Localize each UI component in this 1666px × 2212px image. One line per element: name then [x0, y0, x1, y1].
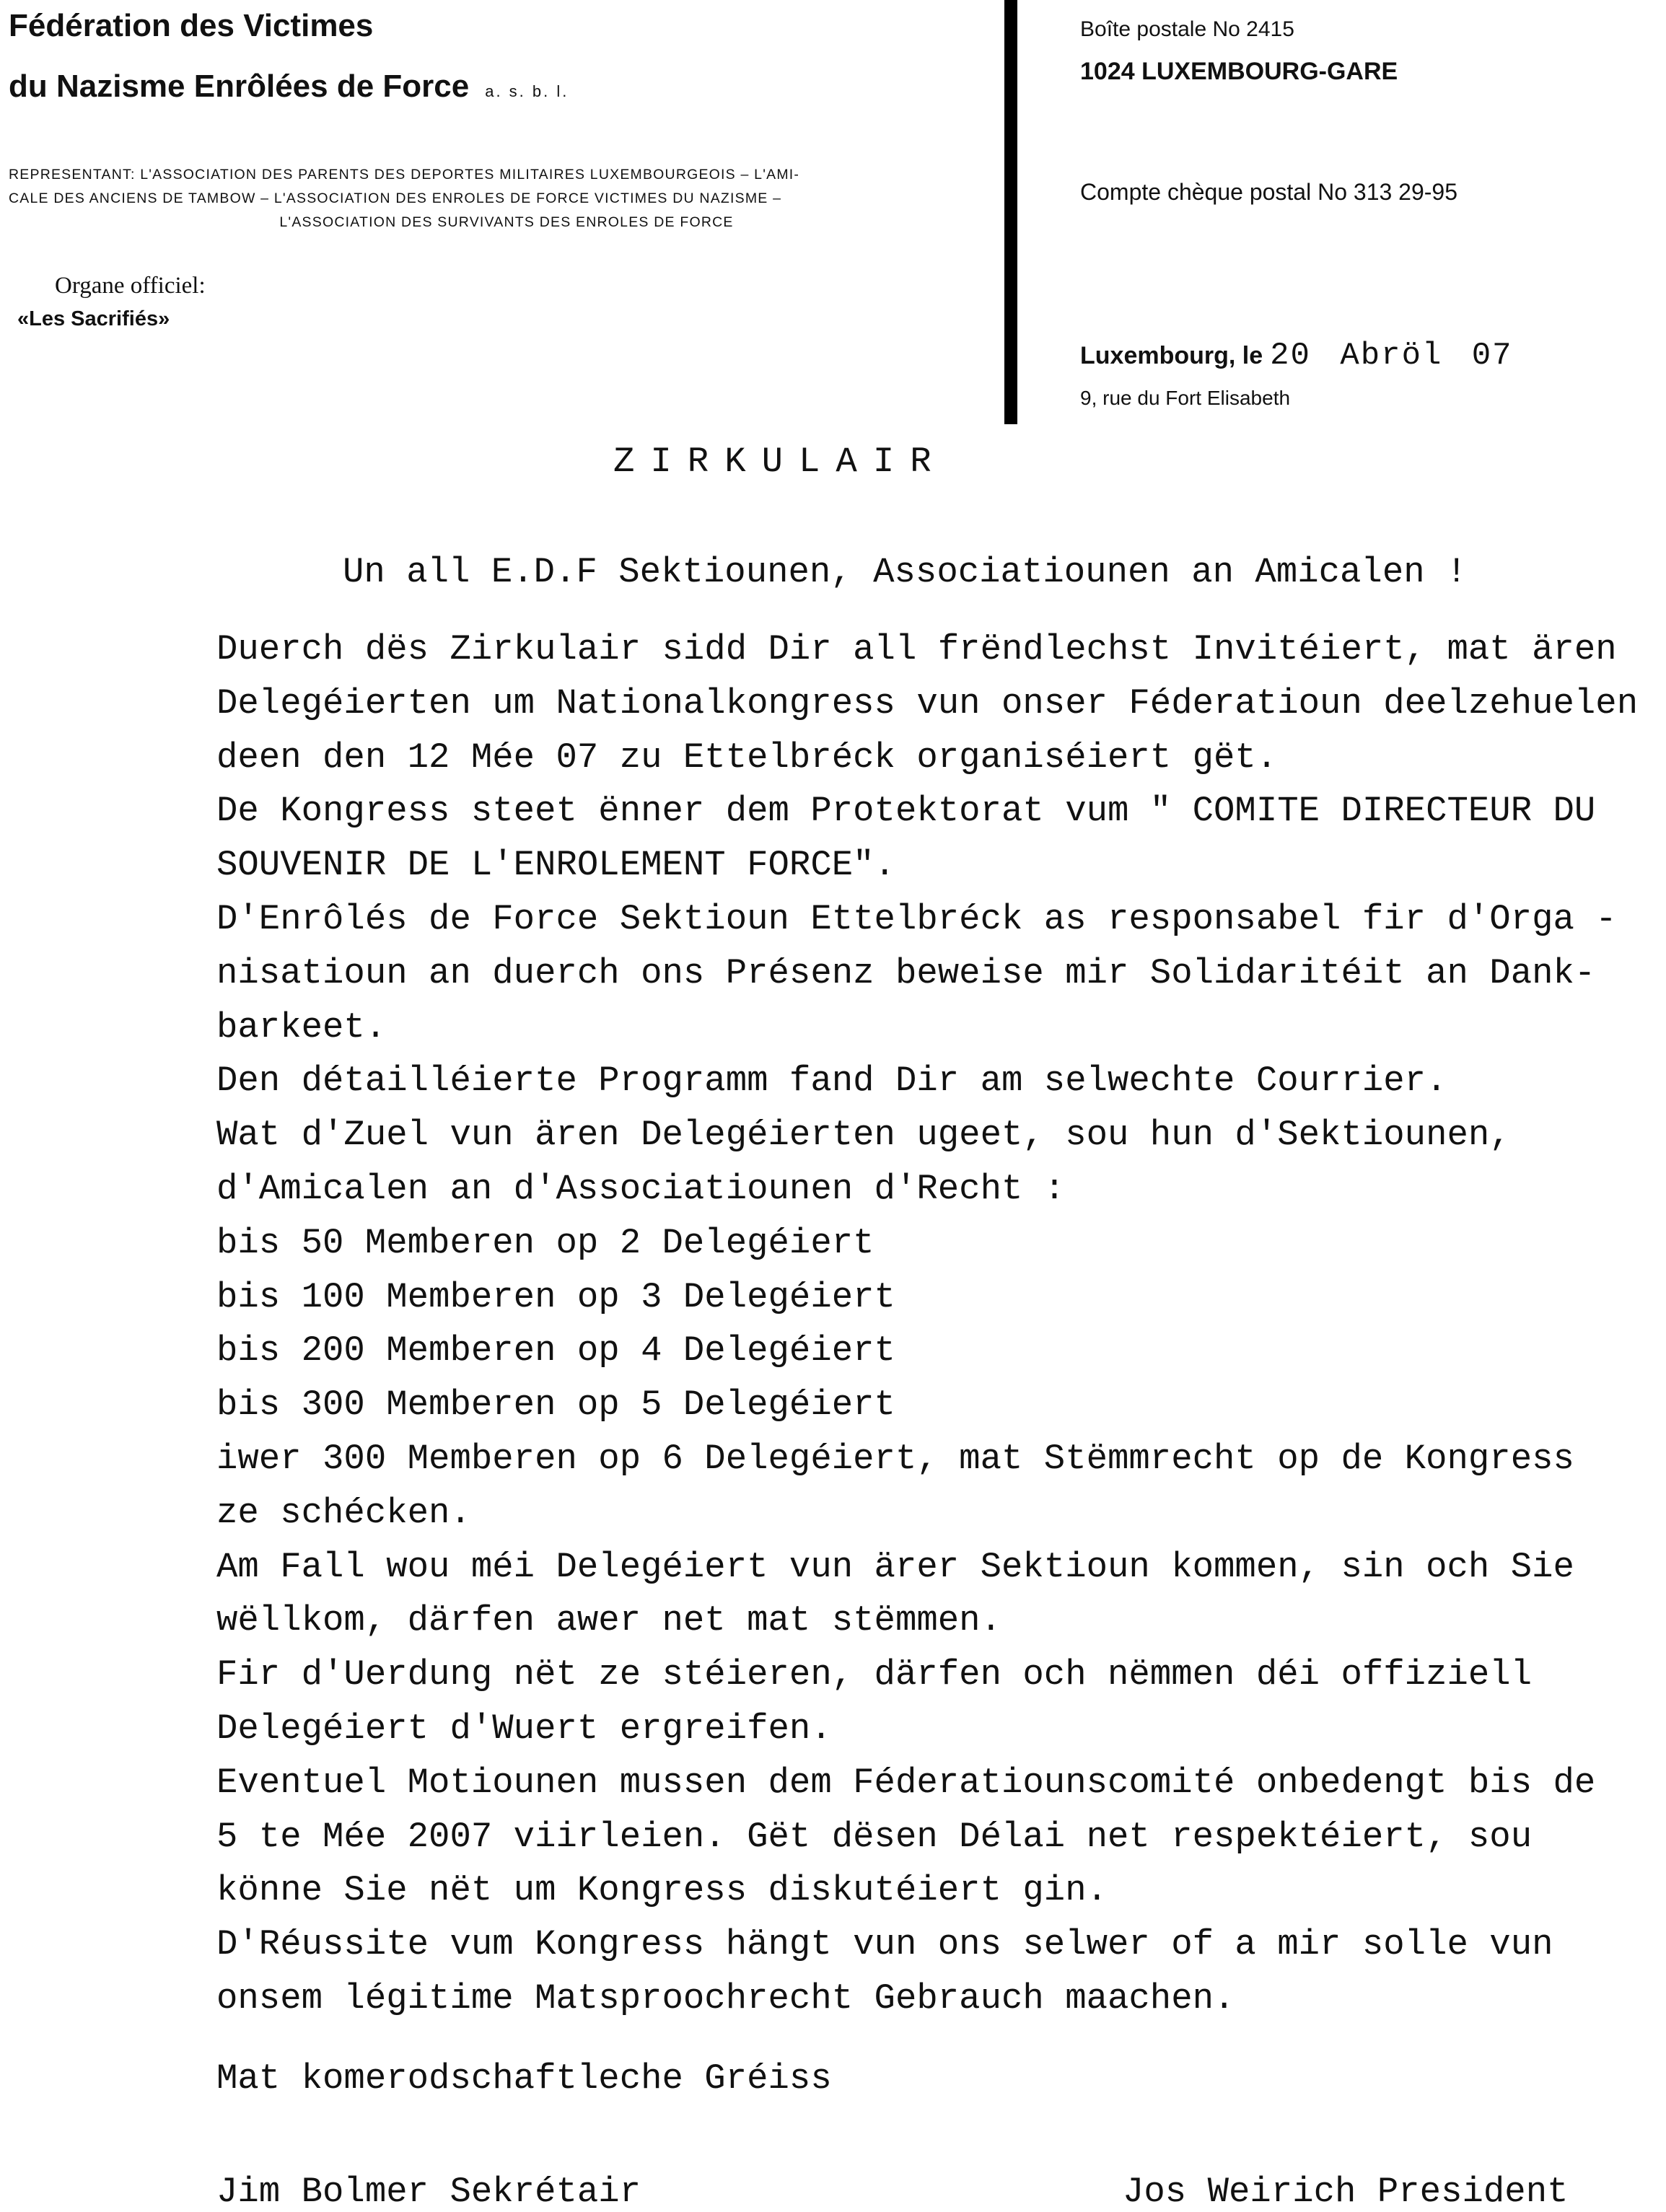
body-line: Eventuel Motiounen mussen dem Féderatiounscomité onbedengt bis de: [216, 1762, 1596, 1803]
body-line: Den détailléierte Programm fand Dir am selwechte Courrier.: [216, 1061, 1447, 1102]
body-line: Am Fall wou méi Delegéiert vun ärer Sektioun kommen, sin och Sie: [216, 1546, 1574, 1587]
street-address: 9, rue du Fort Elisabeth: [1080, 387, 1291, 409]
organization-name-line1: Fédération des Victimes: [9, 8, 374, 43]
body-line: D'Enrôlés de Force Sektioun Ettelbréck as responsabel fir d'Orga -: [216, 898, 1617, 939]
body-line: d'Amicalen an d'Associatiounen d'Recht :: [216, 1168, 1066, 1209]
organization-name-line2-text: du Nazisme Enrôlées de Force: [9, 69, 470, 104]
body-line: barkeet.: [216, 1006, 387, 1048]
delegate-quota-line: iwer 300 Memberen op 6 Delegéiert, mat Stëmmrecht op de Kongress: [216, 1438, 1574, 1479]
place-label: Luxembourg, le: [1080, 342, 1263, 369]
body-line: Wat d'Zuel vun ären Delegéierten ugeet, sou hun d'Sektiounen,: [216, 1115, 1511, 1156]
representant-line: L'ASSOCIATION DES SURVIVANTS DES ENROLES DE FORCE: [279, 214, 734, 230]
body-line: 5 te Mée 2007 viirleien. Gët dësen Délai net respektéiert, sou: [216, 1816, 1533, 1857]
body-line: ze schécken.: [216, 1492, 471, 1533]
body-line: De Kongress steet ënner dem Protektorat vum " COMITE DIRECTEUR DU: [216, 791, 1596, 832]
delegate-quota-line: bis 200 Memberen op 4 Delegéiert: [216, 1330, 895, 1371]
letter-date: 20 Abröl 07: [1270, 338, 1513, 374]
postal-box: Boîte postale No 2415: [1080, 17, 1294, 41]
body-line: onsem légitime Matsproochrecht Gebrauch maachen.: [216, 1978, 1235, 2019]
postal-account: Compte chèque postal No 313 29-95: [1080, 179, 1458, 205]
body-line: könne Sie nët um Kongress diskutéiert gin.: [216, 1870, 1108, 1911]
delegate-quota-line: bis 100 Memberen op 3 Delegéiert: [216, 1276, 895, 1317]
organe-name: «Les Sacrifiés»: [17, 307, 170, 330]
delegate-quota-line: bis 50 Memberen op 2 Delegéiert: [216, 1222, 874, 1263]
organe-label: Organe officiel:: [55, 273, 206, 299]
body-line: wëllkom, därfen awer net mat stëmmen.: [216, 1600, 1001, 1641]
body-line: SOUVENIR DE L'ENROLEMENT FORCE".: [216, 845, 895, 886]
letter-title: ZIRKULAIR: [613, 442, 947, 482]
place-date-line: [1080, 338, 1513, 374]
organization-name-line2: [9, 71, 569, 102]
representant-block: [9, 163, 1004, 234]
body-line: Fir d'Uerdung nët ze stéieren, därfen och nëmmen déi offiziell: [216, 1654, 1533, 1695]
legal-form-suffix: a. s. b. l.: [485, 82, 569, 100]
postal-city: 1024 LUXEMBOURG-GARE: [1080, 58, 1398, 85]
body-line: nisatioun an duerch ons Présenz beweise mir Solidaritéit an Dank-: [216, 952, 1596, 993]
body-line: Duerch dës Zirkulair sidd Dir all frëndlechst Invitéiert, mat ären: [216, 629, 1617, 670]
letter-body: [216, 623, 1660, 2026]
body-line: deen den 12 Mée 07 zu Ettelbréck organiséiert gët.: [216, 737, 1278, 778]
signatory-president: Jos Weirich President: [1123, 2172, 1569, 2212]
body-line: Delegéierten um Nationalkongress vun onser Féderatioun deelzehuelen: [216, 683, 1639, 724]
signatory-secretary: Jim Bolmer Sekrétair: [216, 2172, 641, 2212]
representant-line: REPRESENTANT: L'ASSOCIATION DES PARENTS DES DEPORTES MILITAIRES LUXEMBOURGEOIS – L'AMI-: [9, 167, 800, 183]
delegate-quota-line: bis 300 Memberen op 5 Delegéiert: [216, 1384, 895, 1426]
closing-greeting: Mat komerodschaftleche Gréiss: [216, 2058, 832, 2099]
body-line: Delegéiert d'Wuert ergreifen.: [216, 1708, 832, 1749]
representant-line: CALE DES ANCIENS DE TAMBOW – L'ASSOCIATION DES ENROLES DE FORCE VICTIMES DU NAZISME –: [9, 190, 782, 206]
body-line: D'Réussite vum Kongress hängt vun ons selwer of a mir solle vun: [216, 1924, 1553, 1965]
letterhead-divider: [1004, 0, 1017, 424]
letter-address: Un all E.D.F Sektiounen, Associatiounen an Amicalen !: [343, 552, 1468, 592]
